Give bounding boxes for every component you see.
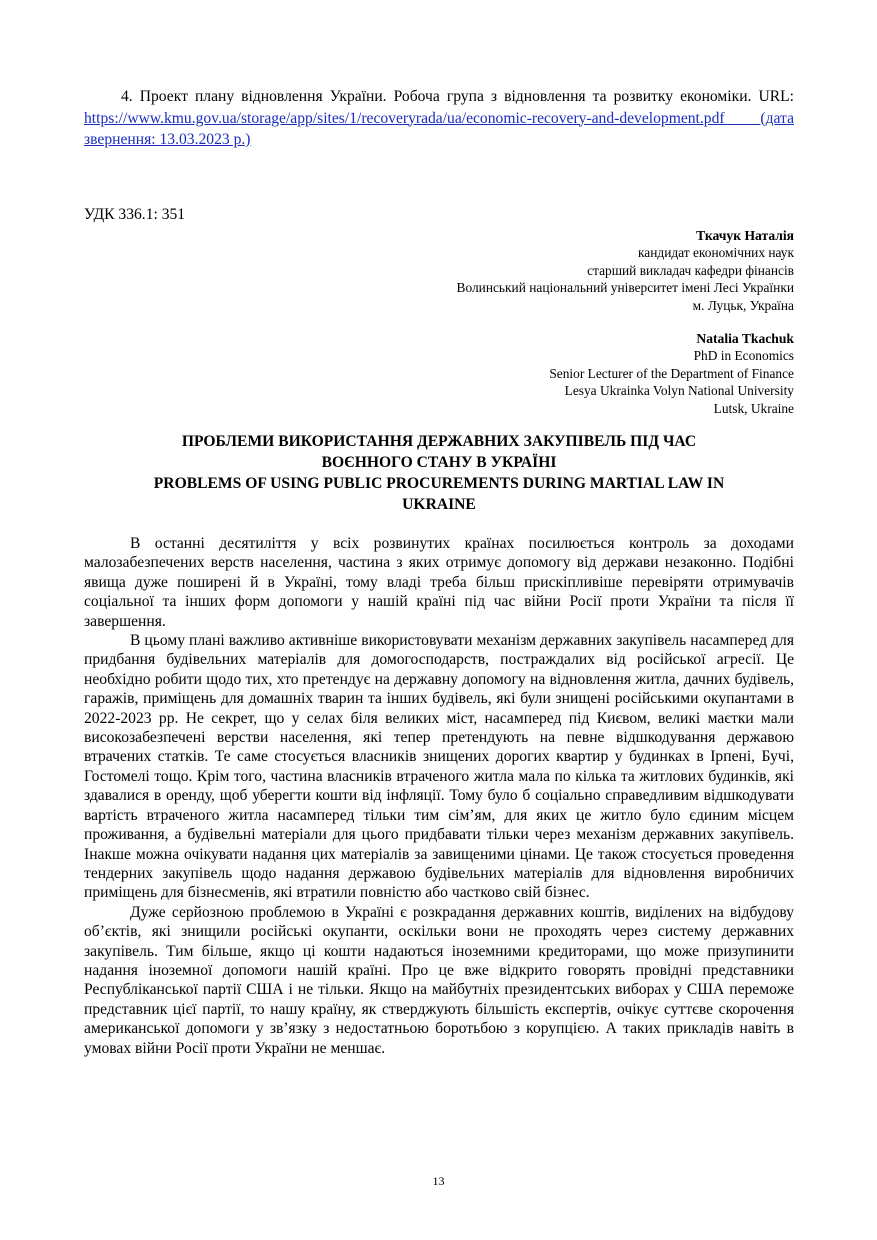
article-title: [130, 431, 748, 515]
title-en-line-1: PROBLEMS OF USING PUBLIC PROCUREMENTS DURING MARTIAL LAW IN: [153, 475, 725, 492]
author-degree-en: PhD in Economics: [693, 348, 794, 364]
author-university-en: Lesya Ukrainka Volyn National University: [564, 383, 794, 399]
reference-access-date: (дата звернення: 13.03.2023 р.): [84, 109, 794, 148]
title-ua-line-1: ПРОБЛЕМИ ВИКОРИСТАННЯ ДЕРЖАВНИХ ЗАКУПІВЕЛЬ ПІД ЧАС: [181, 433, 697, 450]
paragraph: В цьому плані важливо активніше використовувати механізм державних закупівель насамперед для придбання будівельних матеріалів для домогосподарств, постраждалих від російської агресії. Це необхідно робити щодо тих, хто претендує на державну допомогу на відновлення житла, дачних будівель, гаражів, приміщень для домашніх тварин та інших будівель, які були знищені російськими окупантами в 2022-2023 рр. Не секрет, що у селах біля великих міст, насамперед під Києвом, великі маєтки мали високозабезпечені верстви населення, які тепер претендують на певне відшкодування державою втрачених статків. Те саме стосується власників знищених дорогих квартир у будинках в Ірпені, Бучі, Гостомелі тощо. Крім того, частина власників втраченого житла мала по кілька та житлових будинків, які здавалися в оренду, щоб уберегти кошти від інфляції. Тому було б соціально справедливим відшкодувати вартість втраченого житла насамперед тільки тим сім’ям, для яких це житло було єдиним місцем проживання, а будівельні матеріали для цього придбавати тільки через механізм державних закупівель. Інакше можна очікувати надання цих матеріалів за завищеними цінами. Це також стосується проведення тендерних закупівель щодо надання державою будівельних матеріалів для відновлення виробничих приміщень для бізнесменів, які втратили повністю або частково свій бізнес.: [84, 632, 794, 902]
author-name-en: Natalia Tkachuk: [696, 331, 794, 346]
author-block-ua: [294, 227, 794, 314]
author-city-en: Lutsk, Ukraine: [713, 400, 794, 416]
author-position-en: Senior Lecturer of the Department of Finance: [549, 365, 794, 381]
reference-text: Проект плану відновлення України. Робоча група з відновлення та розвитку економіки. URL:: [139, 88, 794, 105]
udk-code: УДК 336.1: 351: [84, 206, 186, 223]
author-block-en: [294, 330, 794, 417]
reference-number: 4.: [121, 88, 133, 105]
author-position-ua: старший викладач кафедри фінансів: [587, 262, 794, 278]
author-university-ua: Волинський національний університет імені Лесі Українки: [456, 280, 794, 296]
author-city-ua: м. Луцьк, Україна: [692, 297, 794, 313]
title-ua-line-2: ВОЄННОГО СТАНУ В УКРАЇНІ: [321, 454, 557, 471]
author-name-ua: Ткачук Наталія: [696, 228, 794, 243]
reference-link[interactable]: https://www.kmu.gov.ua/storage/app/sites/1/recoveryrada/ua/economic-recovery-and-development.pdf: [84, 109, 725, 127]
title-en-line-2: UKRAINE: [402, 496, 476, 513]
reference-item: [84, 86, 794, 151]
author-degree-ua: кандидат економічних наук: [637, 245, 794, 261]
article-body: [84, 534, 794, 1058]
page-number: 13: [432, 1174, 445, 1188]
paragraph: В останні десятиліття у всіх розвинутих країнах посилюється контроль за доходами малозабезпечених верств населення, частина з яких отримує допомогу від держави незаконно. Подібні явища дуже поширені й в Україні, тому владі треба більш прискіпливіше перевіряти отримувачів соціальної та інших форм допомоги у нашій країні під час війни Росії проти України та після її завершення.: [84, 535, 794, 630]
paragraph: Дуже серйозною проблемою в Україні є розкрадання державних коштів, виділених на відбудову об’єктів, які знищили російські окупанти, оскільки вони не проходять через систему державних закупівель. Тим більше, якщо ці кошти надаються іноземними кредиторами, що може призупинити надання іноземної допомоги нашій країні. Про це вже відкрито говорять провідні представники Республіканської партії США і не тільки. Якщо на майбутніх президентських виборах у США переможе представник цієї партії, то нашу країну, як стверджують більшість експертів, очікує суттєве скорочення американської допомоги у зв’язку з недостатньою боротьбою з корупцією. А таких прикладів навіть в умовах війни Росії проти України не меншає.: [84, 903, 794, 1057]
